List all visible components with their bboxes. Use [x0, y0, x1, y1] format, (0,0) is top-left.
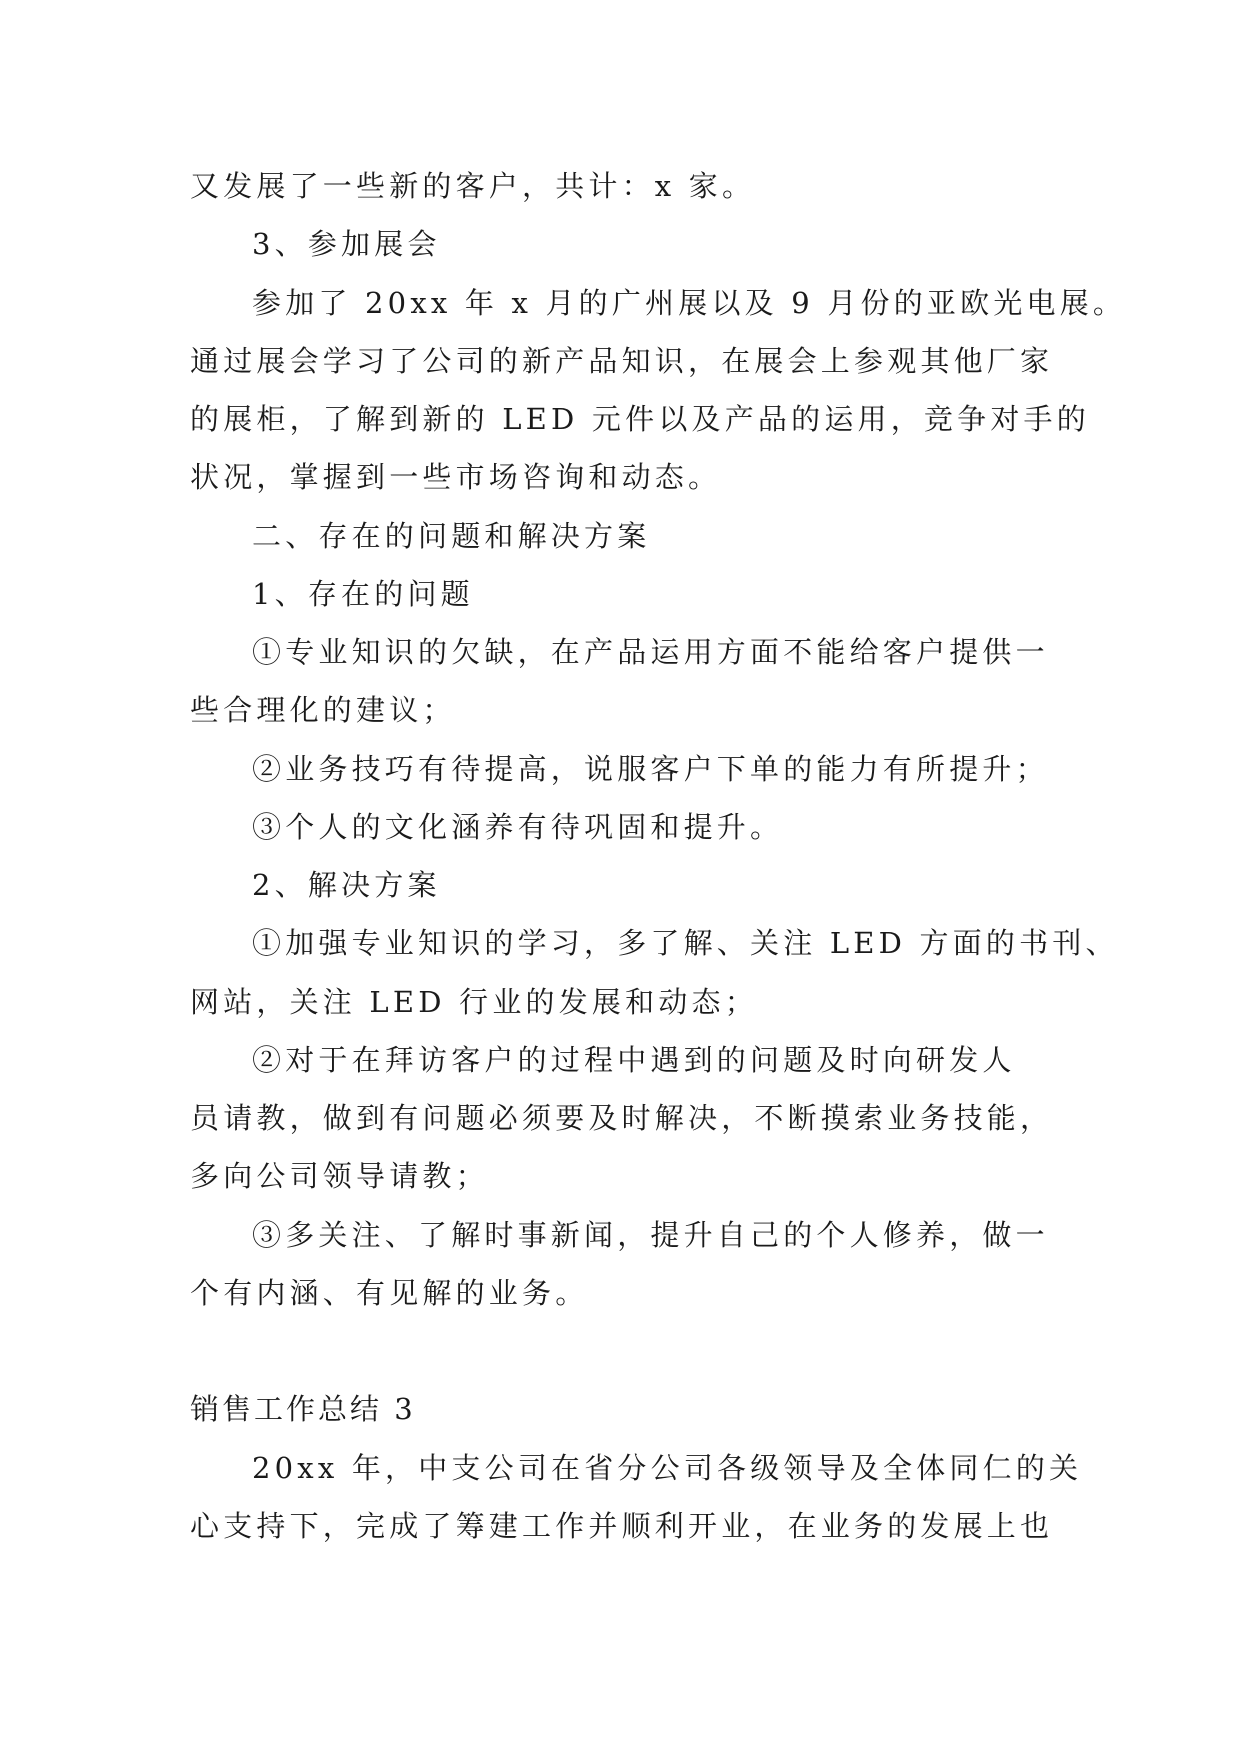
text-line: 状况，掌握到一些市场咨询和动态。 — [190, 460, 722, 494]
text-line: 些合理化的建议； — [190, 693, 456, 727]
text-line: 网站，关注 LED 行业的发展和动态； — [190, 985, 758, 1019]
text-line: ②对于在拜访客户的过程中遇到的问题及时向研发人 — [252, 1043, 1016, 1077]
section-heading: 3、参加展会 — [252, 227, 441, 261]
text-line: 20xx 年，中支公司在省分公司各级领导及全体同仁的关 — [252, 1451, 1083, 1485]
text-line: ②业务技巧有待提高，说服客户下单的能力有所提升； — [252, 752, 1049, 786]
text-line: ③个人的文化涵养有待巩固和提升。 — [252, 810, 784, 844]
text-line: 又发展了一些新的客户，共计：x 家。 — [190, 169, 756, 203]
text-line: 通过展会学习了公司的新产品知识，在展会上参观其他厂家 — [190, 344, 1054, 378]
text-line: 个有内涵、有见解的业务。 — [190, 1276, 589, 1310]
text-line: 参加了 20xx 年 x 月的广州展以及 9 月份的亚欧光电展。 — [252, 286, 1127, 320]
text-line: 心支持下，完成了筹建工作并顺利开业，在业务的发展上也 — [190, 1509, 1054, 1543]
section-heading: 2、解决方案 — [252, 868, 441, 902]
text-line: ③多关注、了解时事新闻，提升自己的个人修养，做一 — [252, 1218, 1049, 1252]
text-line: 多向公司领导请教； — [190, 1159, 489, 1193]
section-heading: 1、存在的问题 — [252, 577, 474, 611]
section-heading: 二、存在的问题和解决方案 — [252, 519, 651, 553]
text-line: 员请教，做到有问题必须要及时解决，不断摸索业务技能， — [190, 1101, 1054, 1135]
document-title: 销售工作总结 3 — [190, 1392, 416, 1426]
text-line: 的展柜，了解到新的 LED 元件以及产品的运用，竞争对手的 — [190, 402, 1090, 436]
text-line: ①加强专业知识的学习，多了解、关注 LED 方面的书刊、 — [252, 926, 1119, 960]
text-line: ①专业知识的欠缺，在产品运用方面不能给客户提供一 — [252, 635, 1049, 669]
